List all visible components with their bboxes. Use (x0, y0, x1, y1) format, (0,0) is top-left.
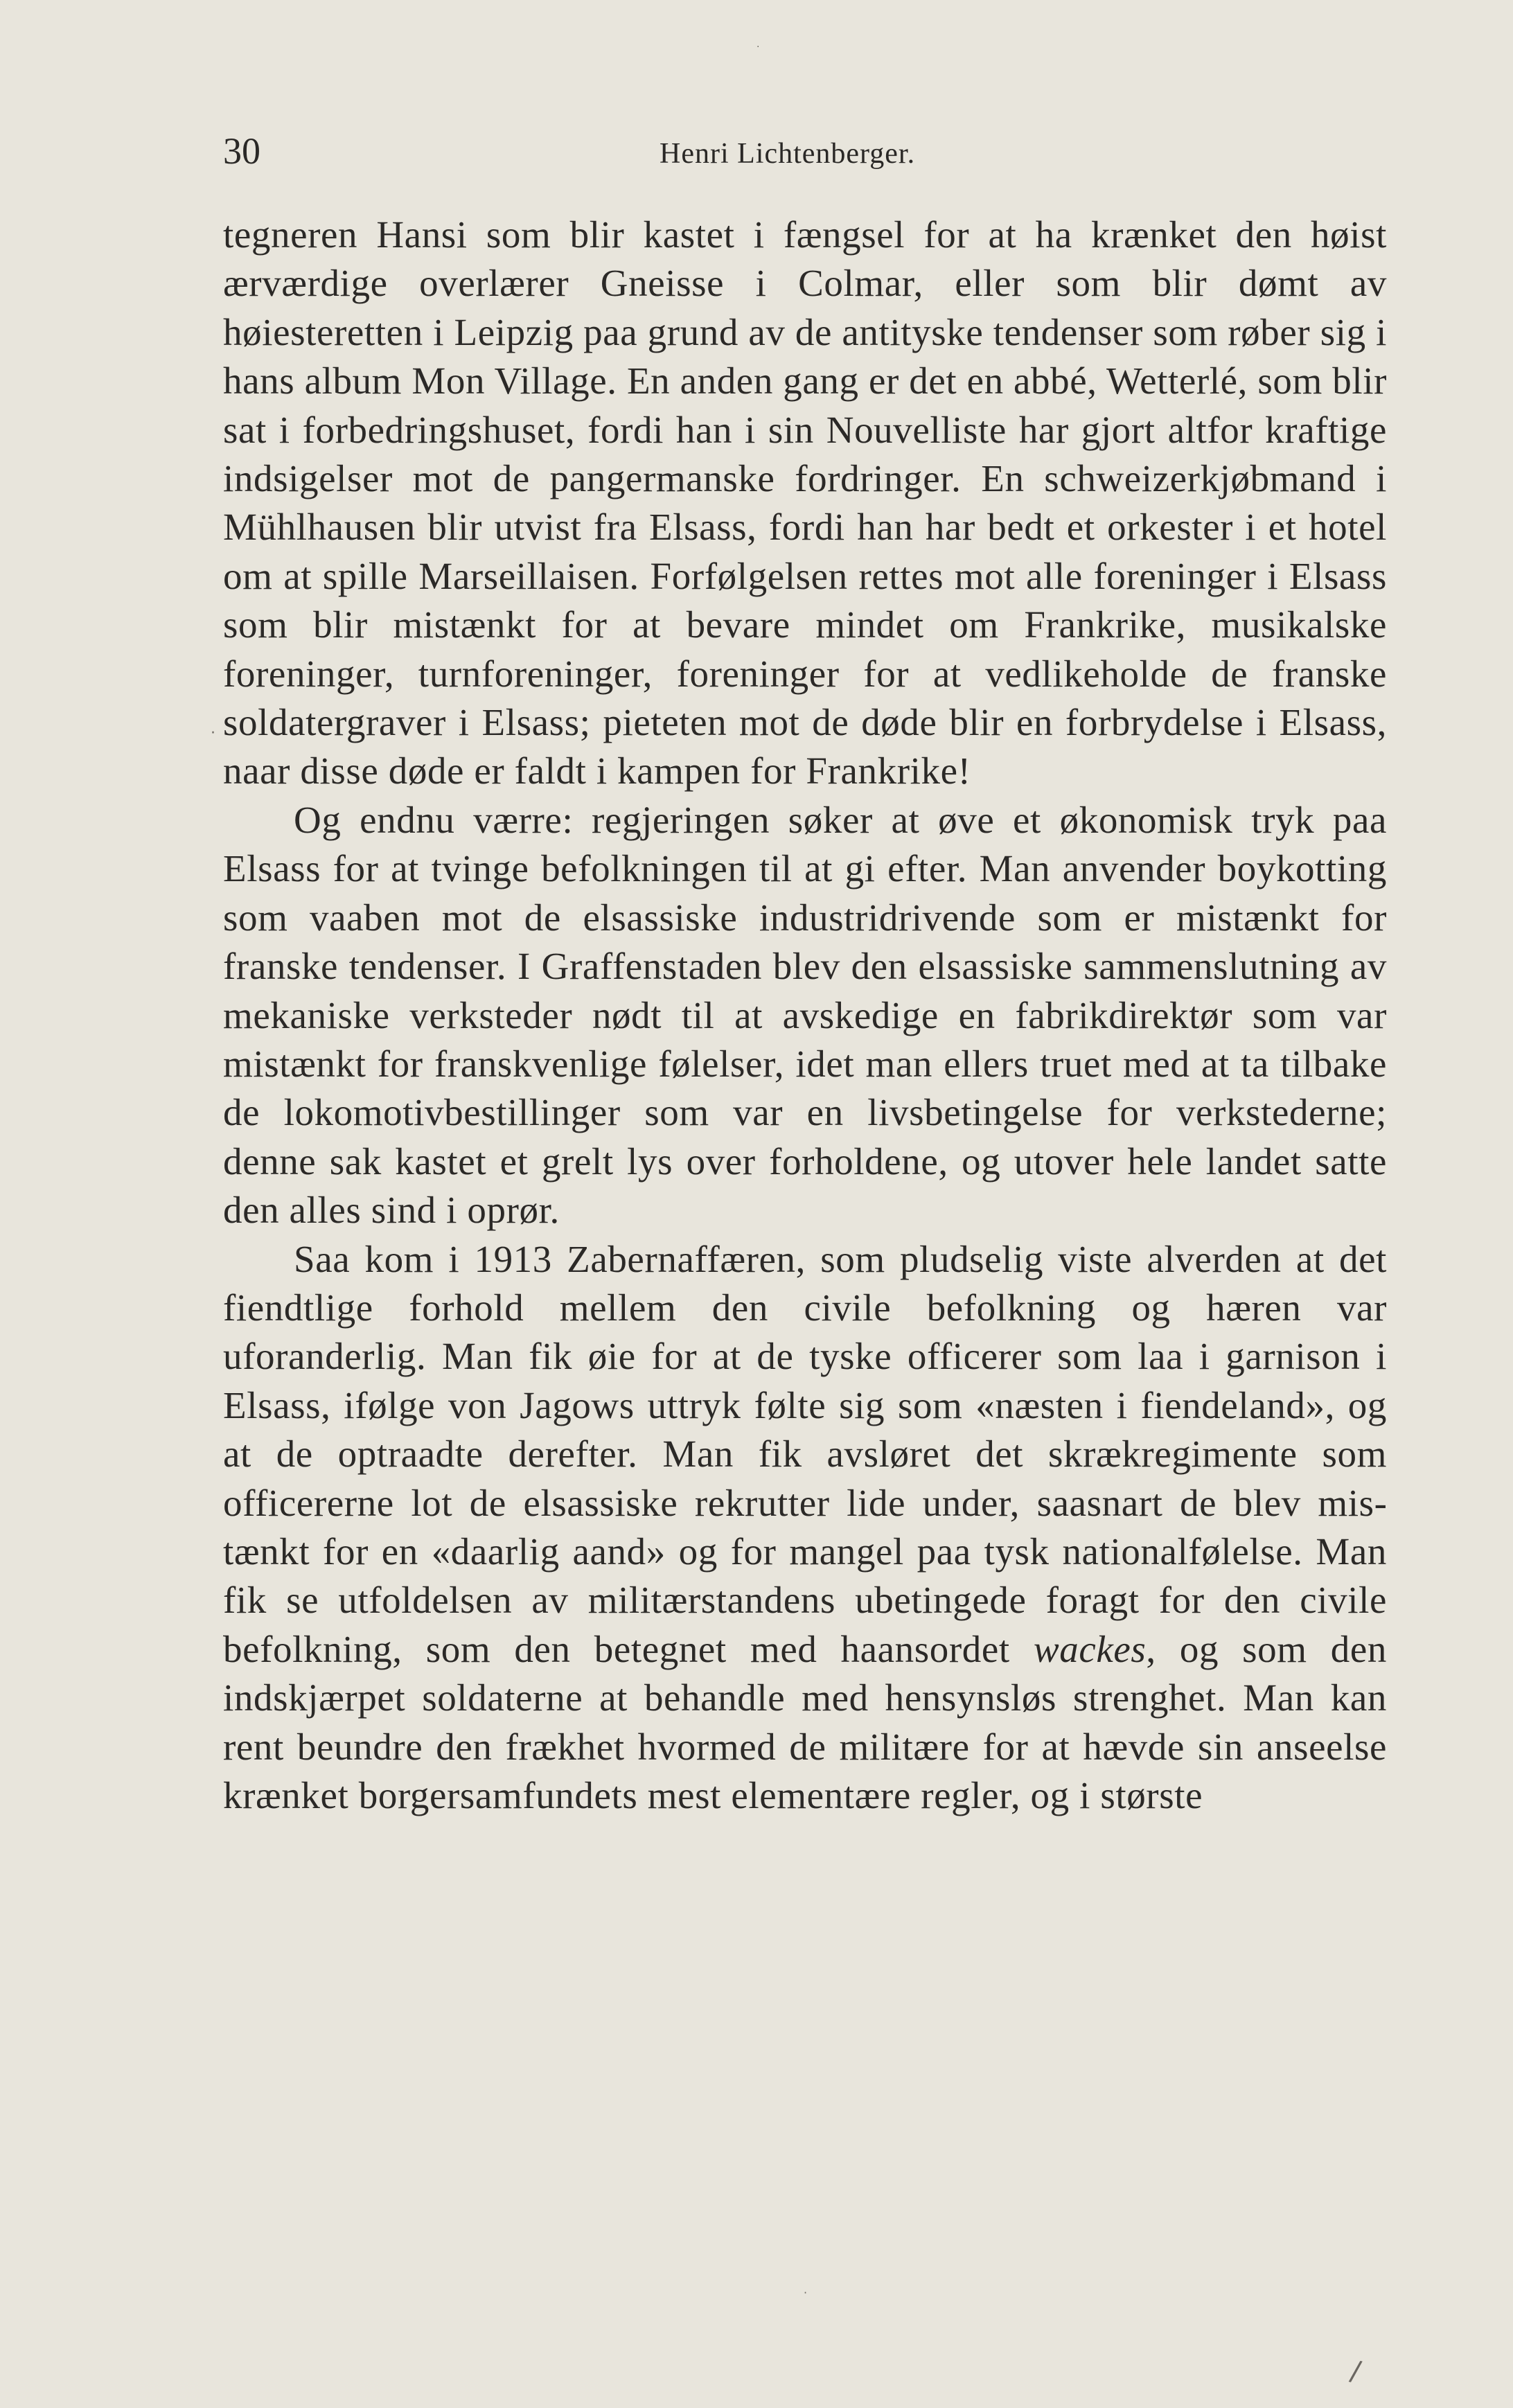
paragraph-3-text-a: Saa kom i 1913 Zabernaffæren, som pludselig viste alverden at det fiendtlige forhold mellem den civile befolkning og hæren var uforanderlig. Man fik øie for at de tyske officerer som laa i garnison i Elsass, ifølge von Jagows uttryk følte sig som «næsten i fiendeland», og at de optraadte derefter. Man fik avsløret det skrækregimente som officererne lot de elsassiske rekrutter lide under, saasnart de blev mistænkt for en «daarlig aand» og for mangel paa tysk nationalfølelse. Man fik se utfoldelsen av militærstandens ubetingede foragt for den civile befolkning, som den betegnet med haansordet (223, 1237, 1387, 1670)
italic-word: wackes (1033, 1627, 1147, 1670)
margin-dot-mark: · (211, 725, 215, 742)
page-number: 30 (223, 130, 260, 172)
running-head (223, 123, 1387, 179)
paragraph-3 (223, 1235, 1387, 1821)
top-dot-mark: · (756, 42, 760, 53)
paragraph-1: tegneren Hansi som blir kastet i fængsel for at ha krænket den høist ærværdige overlærer Gneisse i Colmar, eller som blir dømt av høiesteretten i Leipzig paa grund av de antityske tendenser som røber sig i hans album Mon Village. En anden gang er det en abbé, Wetterlé, som blir sat i forbedringshuset, fordi han i sin Nouvelliste har gjort altfor kraftige indsigelser mot de pangermanske fordringer. En schweizerkjøbmand i Mühlhausen blir utvist fra Elsass, fordi han har bedt et orkester i et hotel om at spille Marseillaisen. Forfølgelsen rettes mot alle foreninger i Elsass som blir mistænkt for at bevare mindet om Frankrike, musikalske foreninger, turnforeninger, foreninger for at vedlikeholde de franske soldatergraver i Elsass; pieteten mot de døde blir en forbrydelse i Elsass, naar disse døde er faldt i kampen for Frankrike! (223, 213, 1387, 793)
paragraph-3-text-b: , og som den indskjærpet soldaterne at behandle med hensynsløs strenghet. Man kan rent beundre den frækhet hvormed de militære for at hævde sin anseelse krænket borgersamfundets mest elementære regler, og i største (223, 1627, 1388, 1816)
running-title: Henri Lichtenberger. (660, 138, 916, 170)
bottom-dot-mark: · (804, 2286, 808, 2299)
corner-pencil-mark: / (1347, 2355, 1364, 2388)
paragraph-2: Og endnu værre: regjeringen søker at øve et økonomisk tryk paa Elsass for at tvinge befolkningen til at gi efter. Man anvender boykotting som vaaben mot de elsassiske industridrivende som er mistænkt for franske tendenser. I Graffenstaden blev den elsassiske sammenslutning av mekaniske verksteder nødt til at avskedige en fabrikdirektør som var mistænkt for franskvenlige følelser, idet man ellers truet med at ta tilbake de lokomotivbestillinger som var en livsbetingelse for verkstederne; denne sak kastet et grelt lys over forholdene, og utover hele landet satte den alles sind i oprør. (223, 798, 1387, 1232)
body-text (223, 211, 1387, 1820)
